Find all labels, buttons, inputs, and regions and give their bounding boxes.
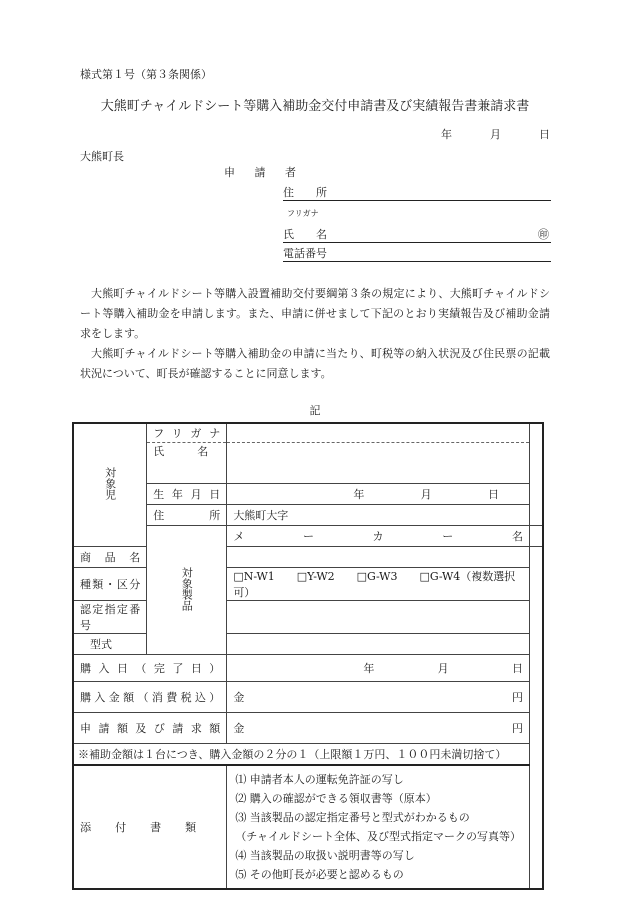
purchase-amount-prefix: 金	[233, 691, 245, 704]
type-class-label: 種類・区分	[73, 568, 147, 601]
purchase-day: 日	[512, 662, 523, 675]
maker-field[interactable]	[530, 526, 544, 547]
child-address-label: 住 所	[147, 505, 227, 526]
child-address-prefix: 大熊町大字	[233, 509, 289, 522]
attachment-item: ⑵ 購入の確認ができる領収書等（原本）	[235, 792, 437, 805]
purchase-date-field[interactable]	[227, 655, 530, 682]
attachment-item: ⑷ 当該製品の取扱い説明書等の写し	[235, 849, 415, 862]
product-name-field[interactable]	[227, 547, 530, 568]
date-year: 年	[441, 128, 452, 141]
body-paragraph-2: 大熊町チャイルドシート等購入補助金の申請に当たり、町税等の納入状況及び住民票の記載状況について、町長が確認することに同意します。	[80, 347, 550, 380]
applicant-name-label: 氏 名	[283, 228, 327, 241]
child-address-field[interactable]	[227, 505, 530, 526]
purchase-amount-field[interactable]	[227, 682, 530, 713]
cert-no-label: 認定指定番号	[73, 601, 147, 634]
child-name-label-cell	[147, 443, 227, 484]
maker-label: メーカー名	[227, 526, 530, 547]
cert-no-field[interactable]	[227, 601, 530, 634]
birth-year: 年	[353, 488, 365, 501]
form-number: 様式第１号（第３条関係）	[80, 68, 212, 81]
date-day: 日	[539, 128, 550, 141]
child-name-field[interactable]	[227, 443, 530, 484]
date-month: 月	[490, 128, 501, 141]
applicant-address-label: 住 所	[283, 186, 327, 199]
request-amount-label: 申請額及び請求額	[73, 713, 227, 744]
body-paragraph-1: 大熊町チャイルドシート等購入設置補助交付要綱第３条の規定により、大熊町チャイルドシート等購入補助金を申請します。また、申請に併せまして下記のとおり実績報告及び補助金請求をします。	[80, 287, 550, 340]
addressee: 大熊町長	[80, 150, 124, 163]
attachment-item: （チャイルドシート全体、及び型式指定マークの写真等）	[235, 830, 521, 843]
attachments-list	[227, 765, 530, 889]
request-amount-suffix: 円	[512, 722, 523, 735]
option-g-w4[interactable]: □G-W4（複数選択可）	[233, 570, 516, 599]
option-y-w2[interactable]: □Y-W2	[296, 570, 335, 583]
option-g-w3[interactable]: □G-W3	[356, 570, 398, 583]
purchase-year: 年	[363, 662, 375, 675]
child-furigana-label: フリガナ	[147, 423, 227, 443]
child-birth-label: 生年月日	[147, 484, 227, 505]
attachment-item: ⑸ その他町長が必要と認めるもの	[235, 868, 404, 881]
model-label: 型式	[90, 638, 112, 651]
attachments-label: 添付書類	[73, 765, 227, 889]
child-furigana-field[interactable]	[227, 423, 530, 443]
product-group-label: 対象製品	[147, 526, 227, 655]
applicant-name-row[interactable]	[283, 226, 551, 243]
product-name-label: 商品名	[73, 547, 147, 568]
child-group-label: 対象児	[73, 423, 147, 547]
request-amount-prefix: 金	[233, 722, 245, 735]
type-class-options[interactable]	[227, 568, 530, 601]
birth-day: 日	[488, 488, 499, 501]
applicant-address-row[interactable]	[283, 184, 551, 201]
applicant-phone-row[interactable]	[283, 245, 551, 262]
purchase-amount-label: 購入金額（消費税込）	[73, 682, 227, 713]
document-title: 大熊町チャイルドシート等購入補助金交付申請書及び実績報告書兼請求書	[100, 99, 530, 114]
ki-heading: 記	[309, 404, 321, 417]
model-label-cell	[73, 634, 147, 655]
child-birth-field[interactable]	[227, 484, 530, 505]
birth-month: 月	[420, 488, 432, 501]
date-line	[403, 126, 550, 142]
model-field[interactable]	[227, 634, 530, 655]
request-amount-field[interactable]	[227, 713, 530, 744]
subsidy-note: ※補助金額は１台につき、購入金額の２分の１（上限額１万円、１００円未満切捨て）	[73, 744, 530, 766]
option-n-w1[interactable]: □N-W1	[233, 570, 275, 583]
child-name-label: 氏 名	[153, 445, 209, 458]
applicant-phone-label: 電話番号	[283, 247, 327, 260]
purchase-month: 月	[437, 662, 449, 675]
application-table	[72, 422, 544, 890]
attachment-item: ⑶ 当該製品の認定指定番号と型式がわかるもの	[235, 811, 470, 824]
applicant-heading: 申 請 者	[224, 166, 304, 179]
purchase-date-label: 購入日（完了日）	[73, 655, 227, 682]
attachment-item: ⑴ 申請者本人の運転免許証の写し	[235, 773, 404, 786]
seal-mark: ㊞	[538, 228, 549, 241]
applicant-furigana-label: フリガナ	[287, 209, 319, 218]
purchase-amount-suffix: 円	[512, 691, 523, 704]
